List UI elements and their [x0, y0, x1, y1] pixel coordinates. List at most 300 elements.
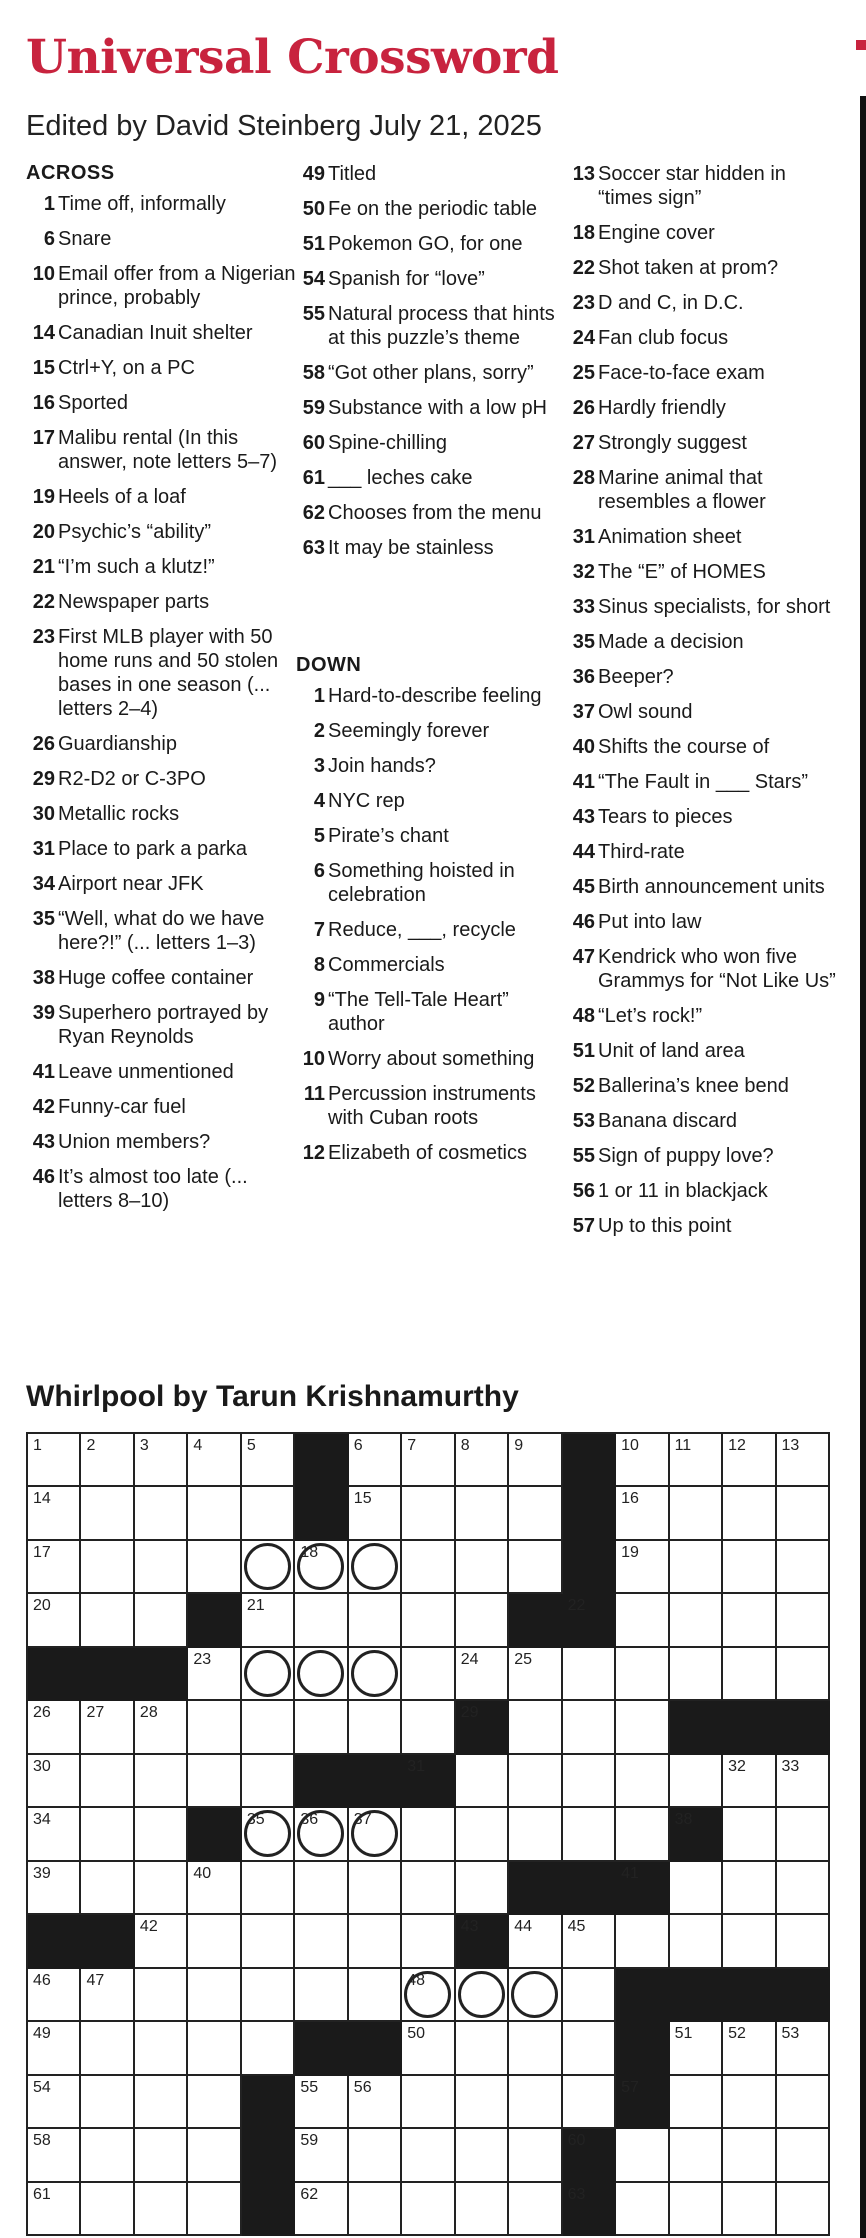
cell-number: 7 [407, 1437, 417, 1454]
clue-number: 31 [572, 526, 595, 548]
grid-cell[interactable] [456, 1862, 509, 1915]
clue-number: 26 [572, 397, 595, 419]
grid-cell[interactable] [349, 1915, 402, 1968]
grid-cell[interactable] [563, 2022, 616, 2075]
grid-block [242, 2129, 295, 2182]
grid-cell[interactable] [81, 1594, 134, 1647]
grid-block [242, 2076, 295, 2129]
grid-cell[interactable] [242, 2022, 295, 2075]
grid-cell[interactable] [242, 1969, 295, 2022]
clue-number: 12 [302, 1142, 325, 1164]
grid-cell[interactable] [135, 2183, 188, 2236]
grid-cell[interactable] [28, 1487, 81, 1540]
grid-cell[interactable] [456, 1541, 509, 1594]
clue-text: Hardly friendly [598, 397, 726, 419]
grid-cell[interactable] [402, 1648, 455, 1701]
clue-across-60 [296, 431, 566, 455]
grid-cell[interactable] [135, 2022, 188, 2075]
clue-down-25 [566, 361, 836, 385]
grid-cell[interactable] [670, 1541, 723, 1594]
grid-cell[interactable] [28, 2129, 81, 2182]
grid-cell[interactable] [777, 1648, 830, 1701]
cell-number: 20 [33, 1597, 51, 1615]
grid-cell[interactable] [509, 1969, 562, 2022]
grid-cell[interactable] [135, 2129, 188, 2182]
clue-text: Ctrl+Y, on a PC [58, 357, 195, 379]
grid-cell[interactable] [349, 2129, 402, 2182]
grid-cell[interactable] [242, 1541, 295, 1594]
grid-cell[interactable] [81, 2022, 134, 2075]
grid-cell[interactable] [188, 1487, 241, 1540]
grid-cell[interactable] [670, 1487, 723, 1540]
grid-cell[interactable] [670, 1755, 723, 1808]
grid-cell[interactable] [723, 2076, 776, 2129]
clue-text: Sign of puppy love? [598, 1145, 774, 1167]
clue-text: Fan club focus [598, 327, 729, 349]
grid-cell[interactable] [456, 1487, 509, 1540]
clue-text: ___ leches cake [328, 467, 473, 489]
grid-cell[interactable] [349, 1434, 402, 1487]
grid-cell[interactable] [670, 1915, 723, 1968]
grid-cell[interactable] [295, 1915, 348, 1968]
grid-cell[interactable] [28, 1969, 81, 2022]
grid-cell[interactable] [777, 2129, 830, 2182]
grid-cell[interactable] [723, 2183, 776, 2236]
clue-number: 49 [302, 163, 325, 185]
grid-cell[interactable] [135, 1969, 188, 2022]
clue-text: Commercials [328, 954, 445, 976]
grid-cell[interactable] [81, 2183, 134, 2236]
editor-byline: Edited by David Steinberg July 21, 2025 [26, 110, 542, 142]
grid-cell[interactable] [670, 1594, 723, 1647]
grid-cell[interactable] [295, 1594, 348, 1647]
grid-cell[interactable] [135, 1487, 188, 1540]
grid-cell[interactable] [723, 1487, 776, 1540]
clue-text: Put into law [598, 911, 702, 933]
grid-cell[interactable] [349, 2076, 402, 2129]
grid-cell[interactable] [563, 2076, 616, 2129]
clue-number: 27 [572, 432, 595, 454]
grid-cell[interactable] [563, 1701, 616, 1754]
grid-cell[interactable] [402, 1487, 455, 1540]
clue-text: Time off, informally [58, 193, 226, 215]
grid-cell[interactable] [349, 1862, 402, 1915]
grid-cell[interactable] [723, 1541, 776, 1594]
grid-cell[interactable] [616, 1434, 669, 1487]
cell-number: 45 [567, 1918, 586, 1936]
clue-text: Funny-car fuel [58, 1096, 186, 1118]
grid-cell[interactable] [242, 1434, 295, 1487]
grid-cell[interactable] [188, 2183, 241, 2236]
grid-block [616, 1862, 669, 1915]
grid-cell[interactable] [723, 1915, 776, 1968]
grid-cell[interactable] [563, 1969, 616, 2022]
grid-cell[interactable] [402, 2183, 455, 2236]
grid-cell[interactable] [135, 1701, 188, 1754]
cell-number: 58 [33, 2132, 51, 2150]
grid-cell[interactable] [402, 2076, 455, 2129]
clue-number: 61 [302, 467, 325, 489]
clue-number: 7 [313, 919, 325, 941]
grid-cell[interactable] [28, 2183, 81, 2236]
clue-column-3 [566, 162, 836, 1249]
grid-cell[interactable] [723, 1755, 776, 1808]
grid-block [670, 1808, 723, 1861]
clue-down-43 [566, 805, 836, 829]
clue-across-63 [296, 536, 566, 560]
cell-number: 39 [33, 1864, 51, 1882]
clue-number: 42 [32, 1096, 55, 1118]
grid-cell[interactable] [670, 1862, 723, 1915]
grid-cell[interactable] [188, 1648, 241, 1701]
cell-number: 41 [621, 1864, 639, 1882]
clue-down-2 [296, 719, 566, 743]
grid-cell[interactable] [509, 1808, 562, 1861]
grid-cell[interactable] [81, 1541, 134, 1594]
grid-cell[interactable] [563, 1808, 616, 1861]
grid-cell[interactable] [509, 1434, 562, 1487]
grid-cell[interactable] [295, 1969, 348, 2022]
clue-down-40 [566, 735, 836, 759]
grid-cell[interactable] [402, 1969, 455, 2022]
grid-block [28, 1915, 81, 1968]
grid-cell[interactable] [777, 2022, 830, 2075]
grid-cell[interactable] [402, 1701, 455, 1754]
grid-cell[interactable] [28, 1541, 81, 1594]
grid-cell[interactable] [135, 1594, 188, 1647]
grid-block [723, 1969, 776, 2022]
grid-cell[interactable] [28, 2022, 81, 2075]
grid-cell[interactable] [349, 1969, 402, 2022]
clue-text: Third-rate [598, 841, 685, 863]
grid-cell[interactable] [777, 1915, 830, 1968]
theme-circle [351, 1650, 398, 1697]
clue-across-16 [26, 391, 296, 415]
cell-number: 51 [674, 2025, 693, 2043]
grid-cell[interactable] [81, 1755, 134, 1808]
grid-block [563, 1487, 616, 1540]
grid-cell[interactable] [349, 1701, 402, 1754]
clue-text: Newspaper parts [58, 591, 210, 613]
grid-cell[interactable] [188, 1541, 241, 1594]
clue-number: 1 [43, 193, 55, 215]
grid-cell[interactable] [135, 1755, 188, 1808]
cell-number: 24 [460, 1650, 479, 1668]
grid-cell[interactable] [563, 1915, 616, 1968]
grid-cell[interactable] [509, 1701, 562, 1754]
grid-cell[interactable] [135, 1862, 188, 1915]
grid-cell[interactable] [28, 2076, 81, 2129]
grid-cell[interactable] [616, 1755, 669, 1808]
grid-cell[interactable] [777, 1862, 830, 1915]
grid-cell[interactable] [777, 1541, 830, 1594]
clue-number: 29 [32, 768, 55, 790]
grid-cell[interactable] [777, 1487, 830, 1540]
grid-cell[interactable] [188, 1755, 241, 1808]
grid-cell[interactable] [295, 1701, 348, 1754]
grid-cell[interactable] [188, 1434, 241, 1487]
grid-cell[interactable] [135, 2076, 188, 2129]
grid-cell[interactable] [402, 1915, 455, 1968]
grid-cell[interactable] [135, 1434, 188, 1487]
cell-number: 18 [300, 1543, 319, 1561]
grid-cell[interactable] [616, 1487, 669, 1540]
grid-cell[interactable] [242, 1487, 295, 1540]
grid-block [563, 1862, 616, 1915]
grid-cell[interactable] [509, 2022, 562, 2075]
clue-number: 2 [313, 720, 325, 742]
clue-number: 6 [313, 860, 325, 882]
grid-cell[interactable] [242, 1862, 295, 1915]
grid-cell[interactable] [777, 1755, 830, 1808]
grid-cell[interactable] [670, 1648, 723, 1701]
grid-cell[interactable] [349, 1648, 402, 1701]
clue-down-3 [296, 754, 566, 778]
puzzle-title: Whirlpool by Tarun Krishnamurthy [26, 1380, 519, 1413]
cell-number: 61 [33, 2185, 51, 2203]
grid-cell[interactable] [456, 2022, 509, 2075]
grid-cell[interactable] [295, 1862, 348, 1915]
grid-cell[interactable] [402, 1541, 455, 1594]
clue-text: Spanish for “love” [328, 268, 485, 290]
grid-cell[interactable] [28, 1701, 81, 1754]
grid-cell[interactable] [456, 2076, 509, 2129]
grid-cell[interactable] [723, 1862, 776, 1915]
grid-cell[interactable] [456, 2183, 509, 2236]
grid-cell[interactable] [777, 1434, 830, 1487]
clue-number: 59 [302, 397, 325, 419]
grid-cell[interactable] [295, 1648, 348, 1701]
clue-number: 58 [302, 362, 325, 384]
grid-cell[interactable] [456, 2129, 509, 2182]
grid-cell[interactable] [670, 2183, 723, 2236]
grid-cell[interactable] [456, 1808, 509, 1861]
grid-cell[interactable] [242, 1808, 295, 1861]
grid-block [188, 1808, 241, 1861]
grid-cell[interactable] [349, 1487, 402, 1540]
grid-cell[interactable] [777, 1594, 830, 1647]
grid-cell[interactable] [777, 2076, 830, 2129]
clue-down-41 [566, 770, 836, 794]
grid-cell[interactable] [295, 2129, 348, 2182]
clue-number: 16 [32, 392, 55, 414]
grid-cell[interactable] [616, 2129, 669, 2182]
grid-cell[interactable] [135, 1541, 188, 1594]
clue-across-38 [26, 966, 296, 990]
clue-down-12 [296, 1141, 566, 1165]
clue-number: 44 [572, 841, 595, 863]
grid-cell[interactable] [188, 2022, 241, 2075]
grid-cell[interactable] [28, 1594, 81, 1647]
grid-cell[interactable] [723, 1434, 776, 1487]
cell-number: 5 [246, 1437, 256, 1454]
grid-cell[interactable] [670, 2129, 723, 2182]
grid-cell[interactable] [135, 1915, 188, 1968]
cell-number: 36 [300, 1811, 319, 1829]
grid-cell[interactable] [616, 2183, 669, 2236]
grid-cell[interactable] [188, 1915, 241, 1968]
grid-cell[interactable] [402, 2022, 455, 2075]
grid-cell[interactable] [349, 1541, 402, 1594]
cell-number: 22 [567, 1597, 586, 1615]
grid-cell[interactable] [777, 1808, 830, 1861]
grid-cell[interactable] [295, 1808, 348, 1861]
clue-number: 30 [32, 803, 55, 825]
clue-text: It may be stainless [328, 537, 494, 559]
grid-cell[interactable] [349, 1594, 402, 1647]
grid-cell[interactable] [563, 1648, 616, 1701]
grid-cell[interactable] [242, 1755, 295, 1808]
clue-across-43 [26, 1130, 296, 1154]
grid-cell[interactable] [670, 2022, 723, 2075]
grid-cell[interactable] [509, 2129, 562, 2182]
clue-down-32 [566, 560, 836, 584]
clue-across-49 [296, 162, 566, 186]
grid-cell[interactable] [723, 1594, 776, 1647]
grid-cell[interactable] [616, 1808, 669, 1861]
clue-number: 51 [302, 233, 325, 255]
grid-cell[interactable] [28, 1808, 81, 1861]
grid-cell[interactable] [670, 2076, 723, 2129]
grid-cell[interactable] [242, 1701, 295, 1754]
grid-cell[interactable] [28, 1434, 81, 1487]
grid-cell[interactable] [188, 2129, 241, 2182]
cell-number: 14 [33, 1490, 51, 1508]
clue-text: Strongly suggest [598, 432, 747, 454]
grid-cell[interactable] [616, 1541, 669, 1594]
grid-cell[interactable] [188, 1862, 241, 1915]
grid-cell[interactable] [295, 1541, 348, 1594]
clue-across-21 [26, 555, 296, 579]
grid-cell[interactable] [509, 1487, 562, 1540]
grid-cell[interactable] [188, 1701, 241, 1754]
clue-text: First MLB player with 50 home runs and 50 stolen bases in one season (... letters 2–4) [58, 626, 279, 720]
cell-number: 60 [567, 2132, 586, 2150]
grid-cell[interactable] [616, 1915, 669, 1968]
clue-text: Natural process that hints at this puzzle’s theme [328, 303, 555, 349]
clue-number: 19 [32, 486, 55, 508]
grid-block [402, 1755, 455, 1808]
clue-text: “Got other plans, sorry” [328, 362, 534, 384]
grid-cell[interactable] [81, 1487, 134, 1540]
grid-cell[interactable] [616, 1594, 669, 1647]
grid-cell[interactable] [509, 1648, 562, 1701]
grid-cell[interactable] [509, 2183, 562, 2236]
grid-cell[interactable] [28, 1755, 81, 1808]
grid-cell[interactable] [242, 1648, 295, 1701]
clue-down-27 [566, 431, 836, 455]
grid-cell[interactable] [295, 2076, 348, 2129]
grid-cell[interactable] [456, 1755, 509, 1808]
grid-cell[interactable] [402, 1434, 455, 1487]
cell-number: 3 [139, 1437, 149, 1454]
neighbor-page-accent [856, 40, 866, 50]
grid-block [295, 1755, 348, 1808]
grid-cell[interactable] [723, 2022, 776, 2075]
clue-down-55 [566, 1144, 836, 1168]
cell-number: 1 [33, 1437, 42, 1454]
grid-cell[interactable] [723, 2129, 776, 2182]
grid-cell[interactable] [349, 2183, 402, 2236]
grid-cell[interactable] [402, 1808, 455, 1861]
clue-down-33 [566, 595, 836, 619]
grid-cell[interactable] [402, 2129, 455, 2182]
clue-number: 33 [572, 596, 595, 618]
cell-number: 56 [353, 2078, 372, 2096]
clue-number: 41 [32, 1061, 55, 1083]
clue-text: Birth announcement units [598, 876, 825, 898]
clue-text: It’s almost too late (... letters 8–10) [58, 1166, 248, 1212]
grid-cell[interactable] [349, 1808, 402, 1861]
grid-cell[interactable] [28, 1862, 81, 1915]
grid-cell[interactable] [81, 2129, 134, 2182]
grid-cell[interactable] [188, 2076, 241, 2129]
grid-cell[interactable] [188, 1969, 241, 2022]
grid-block [135, 1648, 188, 1701]
grid-cell[interactable] [456, 1594, 509, 1647]
grid-cell[interactable] [456, 1969, 509, 2022]
grid-cell[interactable] [402, 1862, 455, 1915]
clue-text: The “E” of HOMES [598, 561, 766, 583]
grid-cell[interactable] [509, 1915, 562, 1968]
grid-cell[interactable] [616, 1701, 669, 1754]
clue-text: Place to park a parka [58, 838, 247, 860]
grid-cell[interactable] [509, 2076, 562, 2129]
grid-cell[interactable] [81, 1701, 134, 1754]
grid-cell[interactable] [616, 1648, 669, 1701]
grid-cell[interactable] [509, 1541, 562, 1594]
grid-cell[interactable] [723, 1648, 776, 1701]
grid-cell[interactable] [81, 1862, 134, 1915]
grid-cell[interactable] [723, 1808, 776, 1861]
clue-number: 8 [313, 954, 325, 976]
clue-down-1 [296, 684, 566, 708]
grid-cell[interactable] [777, 2183, 830, 2236]
grid-cell[interactable] [563, 1755, 616, 1808]
clue-text: Banana discard [598, 1110, 737, 1132]
grid-cell[interactable] [242, 1594, 295, 1647]
grid-cell[interactable] [81, 1434, 134, 1487]
clue-number: 13 [572, 163, 595, 185]
grid-block [509, 1862, 562, 1915]
grid-cell[interactable] [295, 2183, 348, 2236]
theme-circle [458, 1971, 505, 2018]
clue-across-10 [26, 262, 296, 310]
grid-cell[interactable] [670, 1434, 723, 1487]
grid-cell[interactable] [242, 1915, 295, 1968]
clue-text: Airport near JFK [58, 873, 204, 895]
clue-text: Made a decision [598, 631, 744, 653]
clue-across-55 [296, 302, 566, 350]
cell-number: 49 [33, 2025, 51, 2043]
clue-across-31 [26, 837, 296, 861]
cell-number: 32 [728, 1757, 746, 1775]
grid-cell[interactable] [81, 1969, 134, 2022]
grid-cell[interactable] [456, 1648, 509, 1701]
grid-cell[interactable] [81, 1808, 134, 1861]
grid-cell[interactable] [456, 1434, 509, 1487]
cell-number: 23 [193, 1650, 212, 1668]
grid-cell[interactable] [402, 1594, 455, 1647]
cell-number: 63 [567, 2185, 586, 2203]
clue-down-5 [296, 824, 566, 848]
grid-cell[interactable] [135, 1808, 188, 1861]
clue-across-22 [26, 590, 296, 614]
cell-number: 25 [514, 1650, 532, 1668]
grid-cell[interactable] [509, 1755, 562, 1808]
grid-cell[interactable] [81, 2076, 134, 2129]
clue-number: 31 [32, 838, 55, 860]
